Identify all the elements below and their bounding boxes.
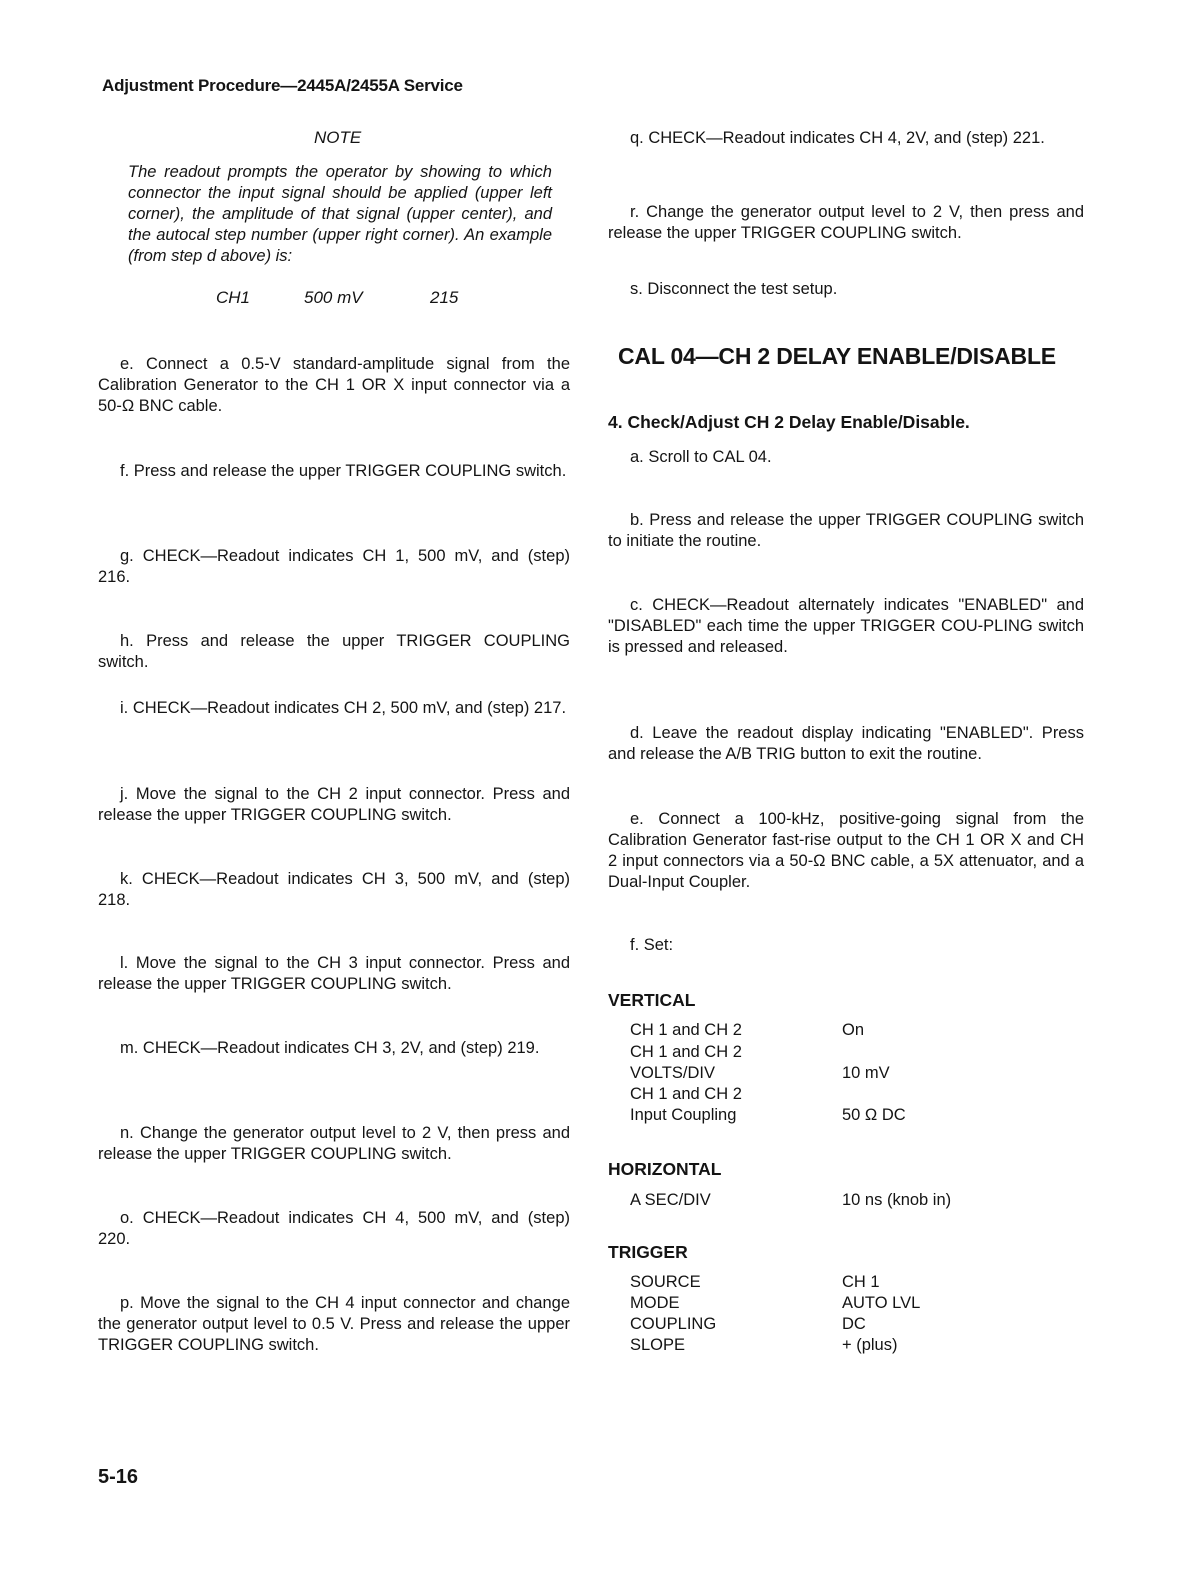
step-m-left: m. CHECK—Readout indicates CH 3, 2V, and (step) 219.: [120, 1039, 540, 1057]
settings-trigger-title: TRIGGER: [608, 1242, 688, 1262]
cal04-step-a: a. Scroll to CAL 04.: [630, 448, 772, 466]
setting-value: DC: [842, 1315, 866, 1333]
step-q-right: q. CHECK—Readout indicates CH 4, 2V, and (step) 221.: [630, 129, 1045, 147]
page-number: 5-16: [98, 1466, 139, 1488]
cal04-step-d: d. Leave the readout display indicating "ENABLED". Press and release the A/B TRIG button to exit the routine.: [608, 724, 1084, 763]
settings-horizontal-title: HORIZONTAL: [608, 1159, 722, 1179]
step-r-right: r. Change the generator output level to 2 V, then press and release the upper TRIGGER COUPLING switch.: [608, 203, 1084, 242]
note-title: NOTE: [314, 128, 362, 147]
step-s-right: s. Disconnect the test setup.: [630, 280, 838, 298]
setting-value: 10 mV: [842, 1064, 890, 1082]
setting-label: SLOPE: [630, 1336, 686, 1354]
note-example-channel: CH1: [216, 288, 251, 307]
setting-value: CH 1: [842, 1273, 880, 1291]
section-title: CAL 04—CH 2 DELAY ENABLE/DISABLE: [618, 343, 1056, 369]
step-f-left: f. Press and release the upper TRIGGER COUPLING switch.: [120, 462, 567, 480]
step-g-left: g. CHECK—Readout indicates CH 1, 500 mV, and (step) 216.: [98, 547, 570, 586]
setting-value: 50 Ω DC: [842, 1106, 906, 1124]
setting-label: A SEC/DIV: [630, 1191, 711, 1209]
note-text: The readout prompts the operator by showing to which connector the input signal should be applied (upper left corner), the amplitude of that signal (upper center), and the autocal step number (upper right corner). An example (from step d above) is:: [128, 163, 552, 265]
setting-value: 10 ns (knob in): [842, 1191, 952, 1209]
step-o-left: o. CHECK—Readout indicates CH 4, 500 mV, and (step) 220.: [98, 1209, 570, 1248]
cal04-step-c: c. CHECK—Readout alternately indicates "ENABLED" and "DISABLED" each time the upper TRIGGER COU-PLING switch is pressed and released.: [608, 596, 1084, 656]
step-l-left: l. Move the signal to the CH 3 input connector. Press and release the upper TRIGGER COUPLING switch.: [98, 954, 570, 993]
setting-label: COUPLING: [630, 1315, 717, 1333]
setting-value: On: [842, 1021, 865, 1039]
cal04-step-f: f. Set:: [630, 936, 674, 954]
setting-label: CH 1 and CH 2: [630, 1021, 742, 1039]
step-h-left: h. Press and release the upper TRIGGER COUPLING switch.: [98, 632, 570, 671]
cal04-step-b: b. Press and release the upper TRIGGER COUPLING switch to initiate the routine.: [608, 511, 1084, 550]
step-e-left: e. Connect a 0.5-V standard-amplitude signal from the Calibration Generator to the CH 1 OR X input connector via a 50-Ω BNC cable.: [98, 355, 570, 415]
setting-label: CH 1 and CH 2: [630, 1085, 742, 1103]
sub-title: 4. Check/Adjust CH 2 Delay Enable/Disable.: [608, 412, 970, 432]
setting-value: AUTO LVL: [842, 1294, 921, 1312]
setting-label: SOURCE: [630, 1273, 701, 1291]
setting-label: MODE: [630, 1294, 680, 1312]
step-k-left: k. CHECK—Readout indicates CH 3, 500 mV, and (step) 218.: [98, 870, 570, 909]
setting-label: VOLTS/DIV: [630, 1064, 715, 1082]
setting-value: + (plus): [842, 1336, 898, 1354]
step-i-left: i. CHECK—Readout indicates CH 2, 500 mV, and (step) 217.: [120, 699, 567, 717]
setting-label: Input Coupling: [630, 1106, 737, 1124]
setting-label: CH 1 and CH 2: [630, 1043, 742, 1061]
step-n-left: n. Change the generator output level to 2 V, then press and release the upper TRIGGER COUPLING switch.: [98, 1124, 570, 1163]
cal04-step-e: e. Connect a 100-kHz, positive-going signal from the Calibration Generator fast-rise output to the CH 1 OR X and CH 2 input connectors via a 50-Ω BNC cable, a 5X attenuator, and a Dual-Input Coupler.: [608, 810, 1084, 891]
running-header: Adjustment Procedure—2445A/2455A Service: [102, 76, 463, 95]
step-j-left: j. Move the signal to the CH 2 input connector. Press and release the upper TRIGGER COUPLING switch.: [98, 785, 570, 824]
note-example-amplitude: 500 mV: [304, 288, 363, 307]
step-p-left: p. Move the signal to the CH 4 input connector and change the generator output level to 0.5 V. Press and release the upper TRIGGER COUPLING switch.: [98, 1294, 570, 1354]
settings-vertical-title: VERTICAL: [608, 990, 696, 1010]
note-example-step: 215: [430, 288, 459, 307]
